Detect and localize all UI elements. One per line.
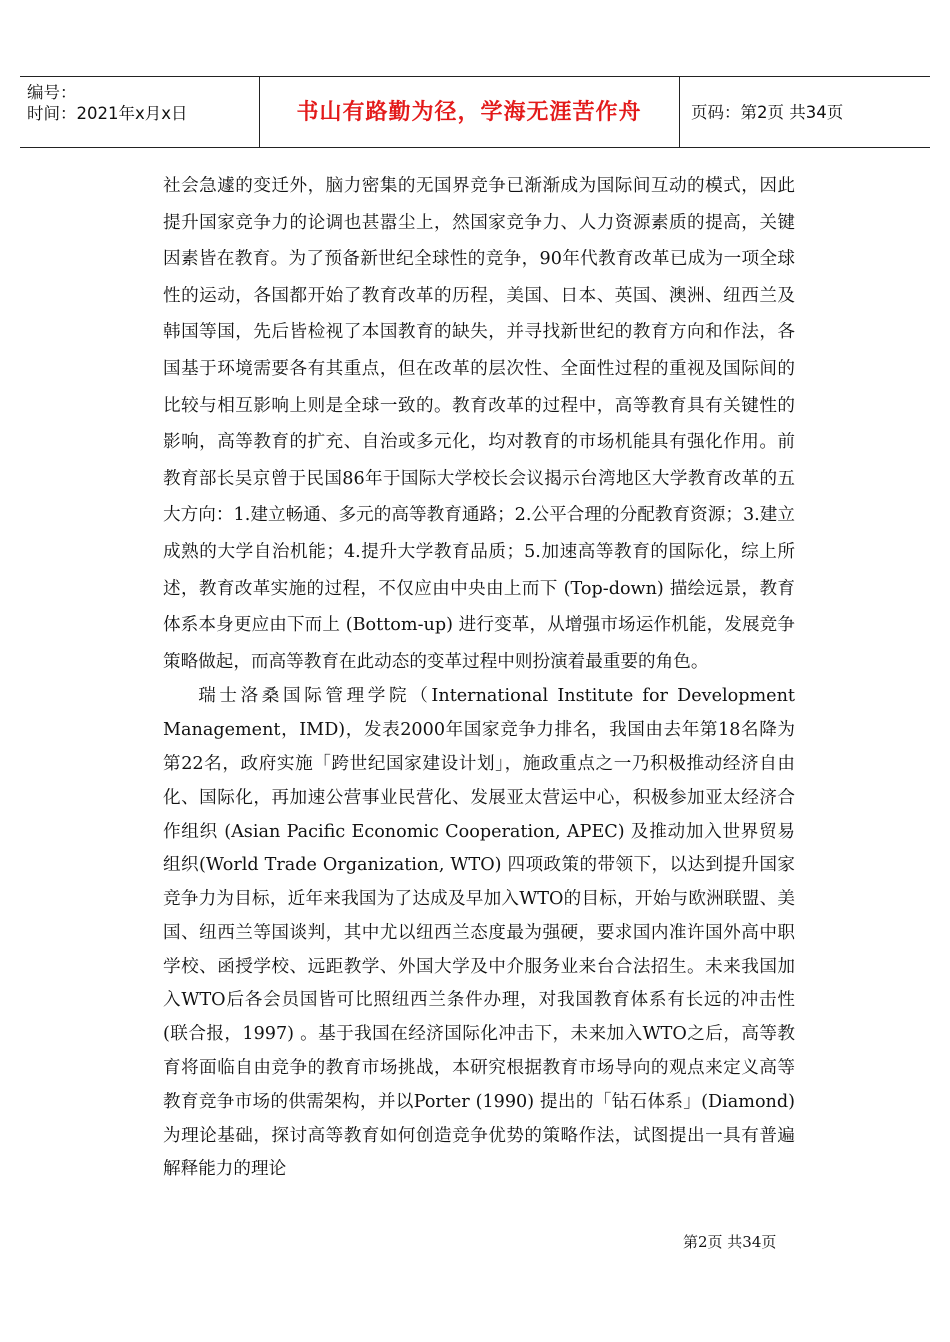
document-number-label: 编号：: [27, 83, 77, 102]
page-footer: 第2页 共34页: [683, 1233, 777, 1251]
header-divider: [679, 77, 680, 147]
page-header: [20, 76, 930, 148]
header-meta: [27, 82, 267, 124]
header-page-info: 页码：第2页 共34页: [691, 103, 844, 122]
document-date: 时间：2021年x月x日: [27, 104, 188, 123]
body-paragraph: 瑞士洛桑国际管理学院（International Institute for Development Management，IMD)，发表2000年国家竞争力排名，我国由去年第18名降为第22名，政府实施「跨世纪国家建设计划」，施政重点之一乃积极推动经济自由化、国际化，再加速公营事业民营化、发展亚太营运中心，积极参加亚太经济合作组织 (Asian Pacific Economic Cooperation, APEC) 及推动加入世界贸易组织(World Trade Organization, WTO) 四项政策的带领下，以达到提升国家竞争力为目标，近年来我国为了达成及早加入WTO的目标，开始与欧洲联盟、美国、纽西兰等国谈判，其中尤以纽西兰态度最为强硬，要求国内准许国外高中职学校、函授学校、远距教学、外国大学及中介服务业来台合法招生。未来我国加入WTO后各会员国皆可比照纽西兰条件办理，对我国教育体系有长远的冲击性 (联合报，1997) 。基于我国在经济国际化冲击下，未来加入WTO之后，高等教育将面临自由竞争的教育市场挑战，本研究根据教育市场导向的观点来定义高等教育竞争市场的供需架构，并以Porter (1990) 提出的「钻石体系」(Diamond) 为理论基础，探讨高等教育如何创造竞争优势的策略作法，试图提出一具有普遍解释能力的理论: [163, 686, 795, 1180]
header-motto: 书山有路勤为径，学海无涯苦作舟: [296, 100, 642, 125]
body-paragraph: 社会急遽的变迁外，脑力密集的无国界竞争已渐渐成为国际间互动的模式，因此提升国家竞争力的论调也甚嚣尘上，然国家竞争力、人力资源素质的提高，关键因素皆在教育。为了预备新世纪全球性的竞争，90年代教育改革已成为一项全球性的运动，各国都开始了教育改革的历程，美国、日本、英国、澳洲、纽西兰及韩国等国，先后皆检视了本国教育的缺失，并寻找新世纪的教育方向和作法，各国基于环境需要各有其重点，但在改革的层次性、全面性过程的重视及国际间的比较与相互影响上则是全球一致的。教育改革的过程中，高等教育具有关键性的影响，高等教育的扩充、自治或多元化，均对教育的市场机能具有强化作用。前教育部长吴京曾于民国86年于国际大学校长会议揭示台湾地区大学教育改革的五大方向：1.建立畅通、多元的高等教育通路；2.公平合理的分配教育资源；3.建立成熟的大学自治机能；4.提升大学教育品质；5.加速高等教育的国际化，综上所述，教育改革实施的过程，不仅应由中央由上而下 (Top-down) 描绘远景，教育体系本身更应由下而上 (Bottom-up) 进行变革，从增强市场运作机能，发展竞争策略做起，而高等教育在此动态的变革过程中则扮演着最重要的角色。: [163, 176, 795, 672]
document-body: [163, 168, 795, 1187]
